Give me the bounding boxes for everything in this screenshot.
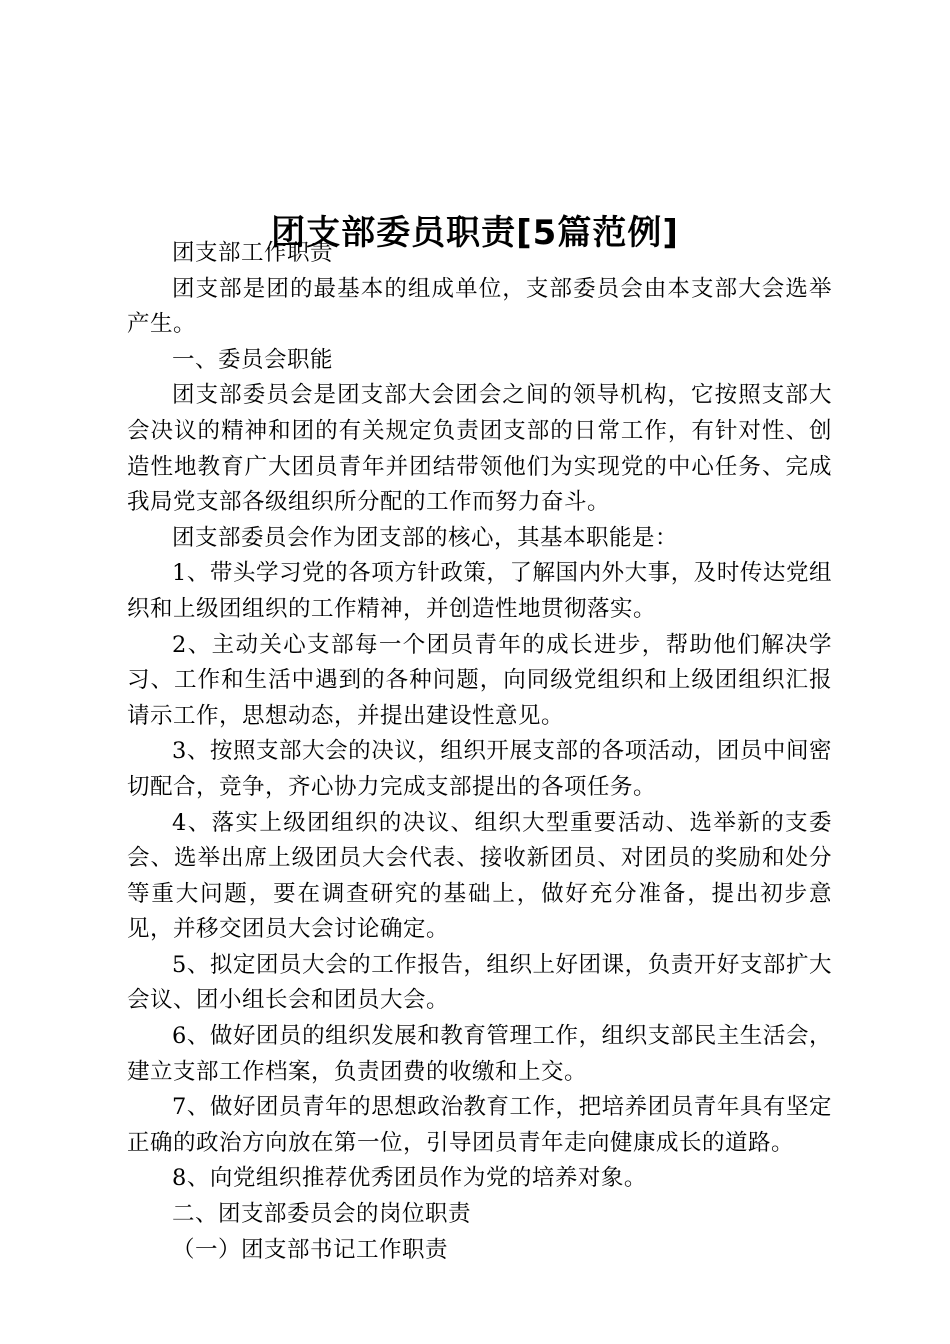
paragraph: 团支部是团的最基本的组成单位，支部委员会由本支部大会选举产生。 [127, 275, 832, 338]
section-heading: 一、委员会职能 [172, 346, 334, 373]
list-item: 6、做好团员的组织发展和教育管理工作，组织支部民主生活会，建立支部工作档案，负责团费的收缴和上交。 [127, 1023, 832, 1085]
section-heading: 团支部工作职责 [172, 240, 334, 266]
list-item: 3、按照支部大会的决议，组织开展支部的各项活动，团员中间密切配合，竞争，齐心协力完成支部提出的各项任务。 [127, 738, 832, 800]
list-item: 8、向党组织推荐优秀团员作为党的培养对象。 [172, 1165, 647, 1192]
list-item: 2、主动关心支部每一个团员青年的成长进步，帮助他们解决学习、工作和生活中遇到的各种问题，向同级党组织和上级团组织汇报请示工作，思想动态，并提出建设性意见。 [127, 631, 832, 729]
list-item: 5、拟定团员大会的工作报告，组织上好团课，负责开好支部扩大会议、团小组长会和团员大会。 [127, 951, 832, 1014]
subsection-heading: （一）团支部书记工作职责 [172, 1236, 449, 1263]
section-heading: 二、团支部委员会的岗位职责 [172, 1201, 472, 1228]
document-title: 团支部委员职责[5篇范例] [271, 212, 679, 253]
paragraph: 团支部委员会作为团支部的核心，其基本职能是： [172, 524, 679, 551]
list-item: 4、落实上级团组织的决议、组织大型重要活动、选举新的支委会、选举出席上级团员大会代表、接收新团员、对团员的奖励和处分等重大问题，要在调查研究的基础上，做好充分准备，提出初步意见，并移交团员大会讨论确定。 [127, 809, 832, 943]
document-body [127, 236, 832, 1268]
list-item: 1、带头学习党的各项方针政策，了解国内外大事，及时传达党组织和上级团组织的工作精神，并创造性地贯彻落实。 [127, 560, 832, 622]
list-item: 7、做好团员青年的思想政治教育工作，把培养团员青年具有坚定正确的政治方向放在第一位，引导团员青年走向健康成长的道路。 [127, 1094, 832, 1156]
paragraph: 团支部委员会是团支部大会团会之间的领导机构，它按照支部大会决议的精神和团的有关规定负责团支部的日常工作，有针对性、创造性地教育广大团员青年并团结带领他们为实现党的中心任务、完成我局党支部各级组织所分配的工作而努力奋斗。 [127, 382, 832, 516]
